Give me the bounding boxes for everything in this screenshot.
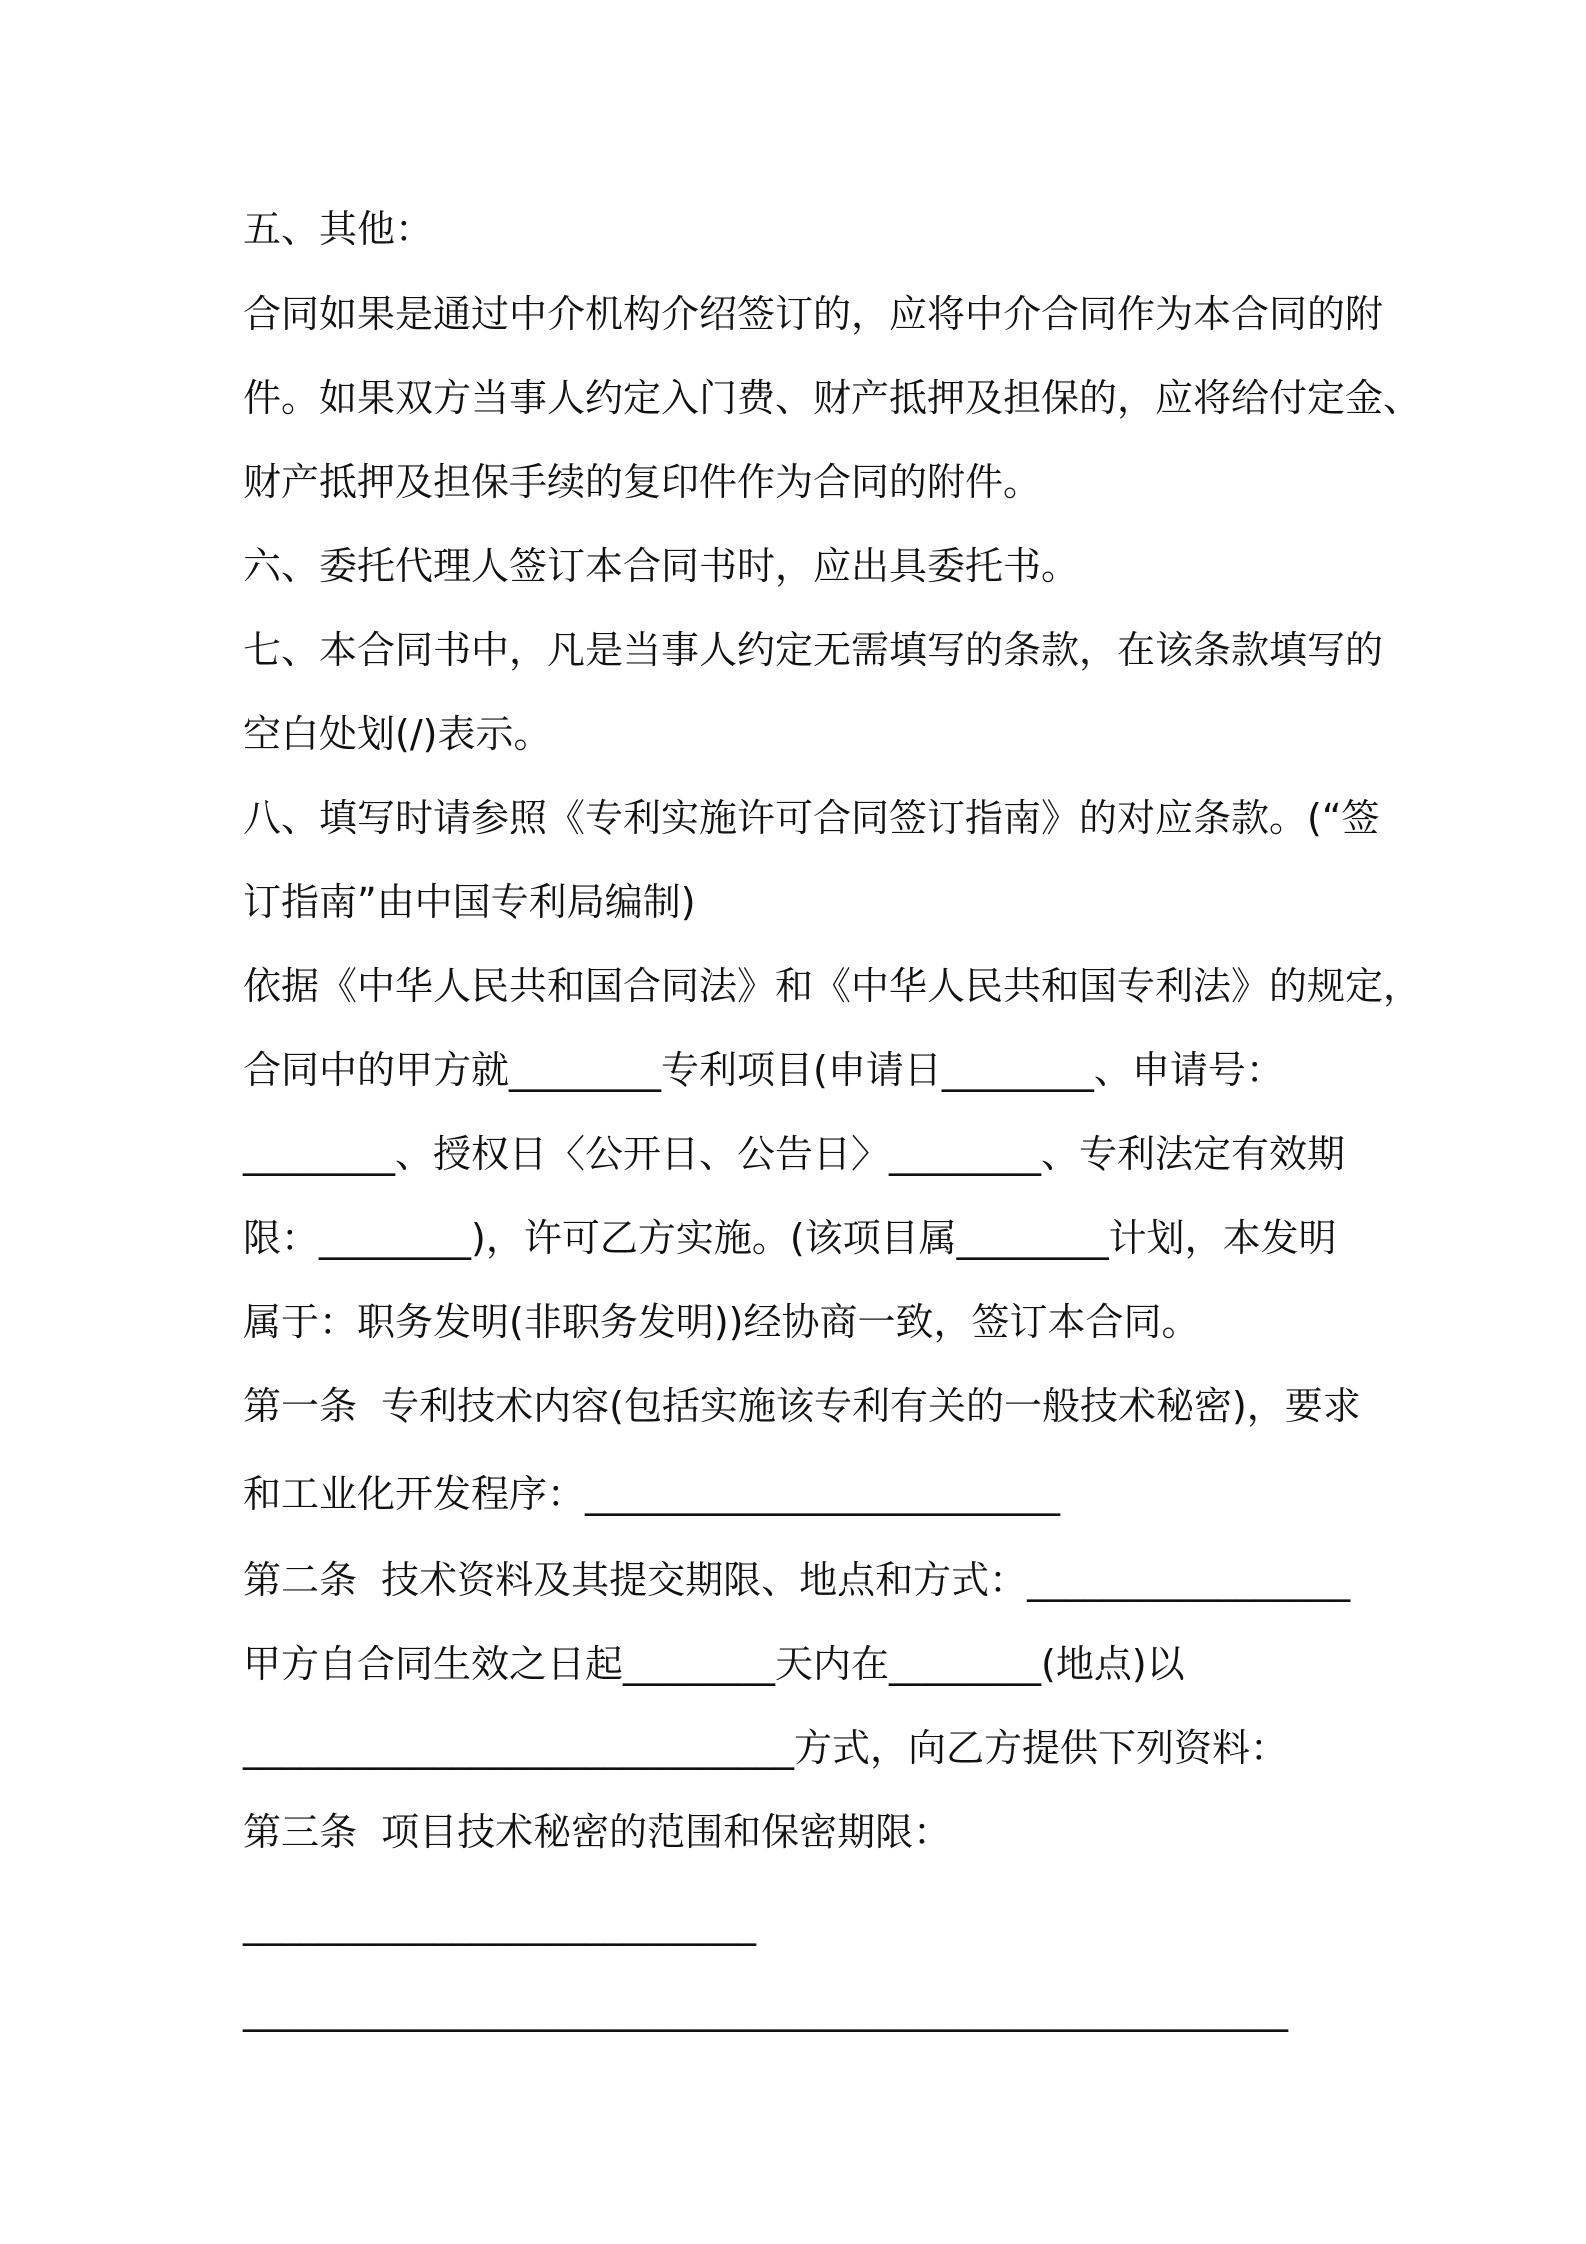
- blank-underline: _______________________________________________________: [243, 1988, 1288, 2032]
- article-three-line: 第三条 项目技术秘密的范围和保密期限：: [243, 1810, 952, 1854]
- preamble-line: 依据《中华人民共和国合同法》和《中华人民共和国专利法》的规定，: [243, 964, 1422, 1008]
- article-two-line: 第二条 技术资料及其提交期限、地点和方式：_________________: [243, 1558, 1351, 1602]
- article-one-line: 第一条 专利技术内容(包括实施该专利有关的一般技术秘密)，要求: [243, 1384, 1361, 1428]
- preamble-line: ________、授权日〈公开日、公告日〉________、专利法定有效期: [243, 1132, 1346, 1176]
- preamble-line: 限：________)，许可乙方实施。(该项目属________计划，本发明: [243, 1216, 1337, 1260]
- article-two-line: 甲方自合同生效之日起________天内在________(地点)以: [243, 1642, 1185, 1686]
- preamble-line: 属于：职务发明(非职务发明))经协商一致，签订本合同。: [243, 1300, 1200, 1344]
- section-eight-line: 八、填写时请参照《专利实施许可合同签订指南》的对应条款。(“签: [243, 796, 1380, 840]
- article-two-line: _____________________________方式，向乙方提供下列资料：: [243, 1726, 1289, 1770]
- paragraph-line: 合同如果是通过中介机构介绍签订的，应将中介合同作为本合同的附: [243, 292, 1384, 336]
- paragraph-line: 空白处划(/)表示。: [243, 712, 552, 756]
- section-five-heading: 五、其他：: [243, 207, 434, 251]
- preamble-line: 合同中的甲方就________专利项目(申请日________、申请号：: [243, 1048, 1284, 1092]
- article-one-line: 和工业化开发程序：_________________________: [243, 1472, 1061, 1516]
- section-seven-line: 七、本合同书中，凡是当事人约定无需填写的条款，在该条款填写的: [243, 628, 1384, 672]
- section-six-line: 六、委托代理人签订本合同书时，应出具委托书。: [243, 544, 1080, 588]
- paragraph-line: 财产抵押及担保手续的复印件作为合同的附件。: [243, 460, 1042, 504]
- paragraph-line: 件。如果双方当事人约定入门费、财产抵押及担保的，应将给付定金、: [243, 376, 1422, 420]
- paragraph-line: 订指南”由中国专利局编制): [243, 880, 696, 924]
- blank-underline: ___________________________: [243, 1902, 756, 1946]
